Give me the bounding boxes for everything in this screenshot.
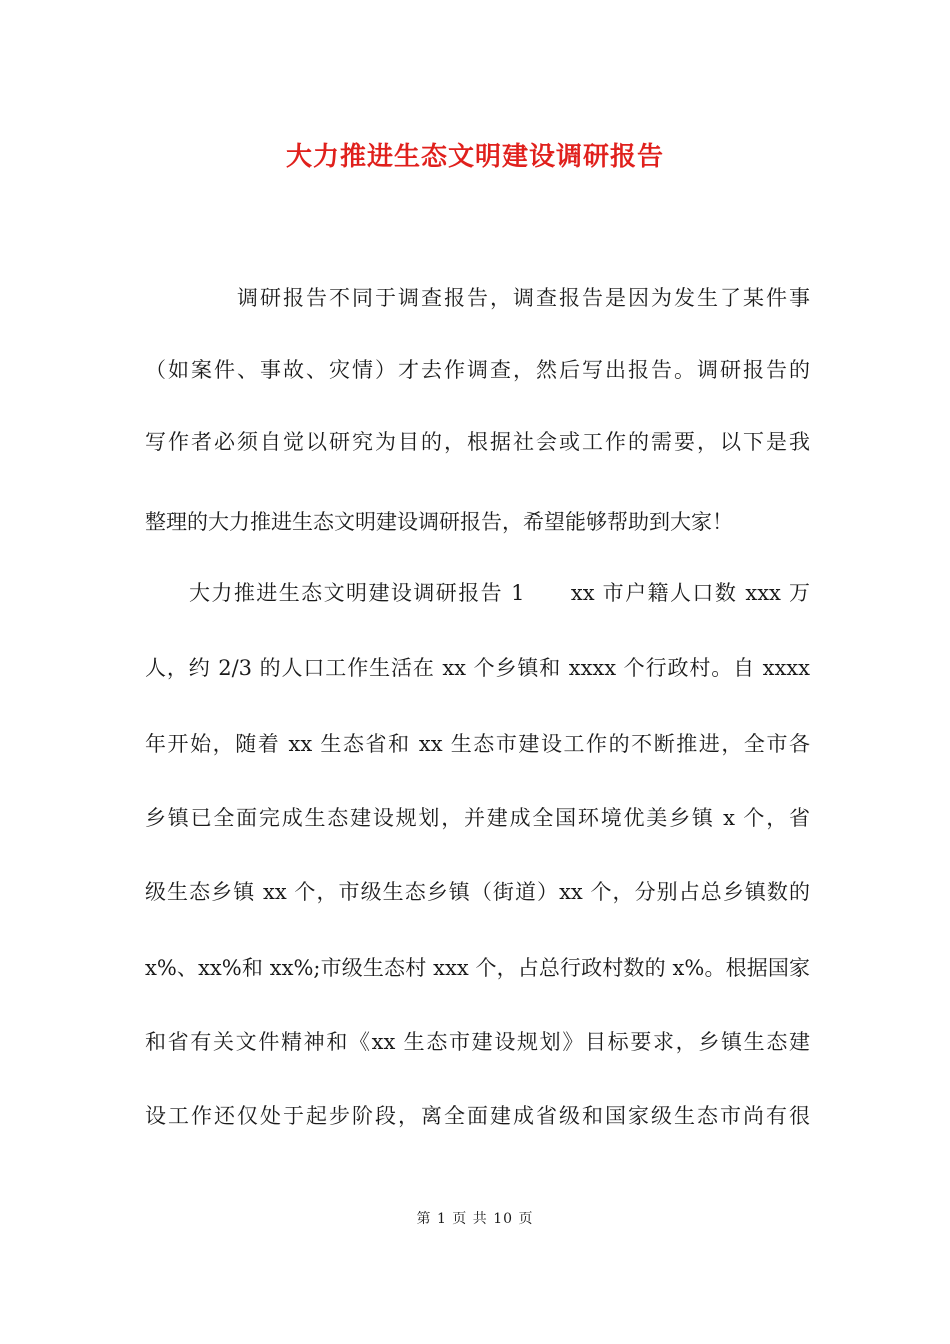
paragraph-line: x%、xx%和 xx%;市级生态村 xxx 个，占总行政村数的 x%。根据国家 [145,956,810,980]
paragraph-line: 大力推进生态文明建设调研报告 1 xx 市户籍人口数 xxx 万 [189,581,810,605]
page-number-footer: 第 1 页 共 10 页 [416,1211,534,1227]
paragraph-line: 乡镇已全面完成生态建设规划，并建成全国环境优美乡镇 x 个，省 [145,806,810,830]
paragraph-line: 整理的大力推进生态文明建设调研报告，希望能够帮助到大家！ [145,510,733,534]
paragraph-line: 人，约 2/3 的人口工作生活在 xx 个乡镇和 xxxx 个行政村。自 xxxx [145,656,810,680]
document-title: 大力推进生态文明建设调研报告 [285,142,664,172]
paragraph-line: 调研报告不同于调查报告，调查报告是因为发生了某件事 [237,286,810,310]
paragraph-line: 写作者必须自觉以研究为目的，根据社会或工作的需要，以下是我 [145,430,810,454]
paragraph-line: 年开始，随着 xx 生态省和 xx 生态市建设工作的不断推进，全市各 [145,732,810,756]
paragraph-line: （如案件、事故、灾情）才去作调查，然后写出报告。调研报告的 [145,358,810,382]
paragraph-line: 和省有关文件精神和《xx 生态市建设规划》目标要求，乡镇生态建 [145,1030,810,1054]
paragraph-line: 级生态乡镇 xx 个，市级生态乡镇（街道）xx 个，分别占总乡镇数的 [145,880,810,904]
paragraph-line: 设工作还仅处于起步阶段，离全面建成省级和国家级生态市尚有很 [145,1104,810,1128]
